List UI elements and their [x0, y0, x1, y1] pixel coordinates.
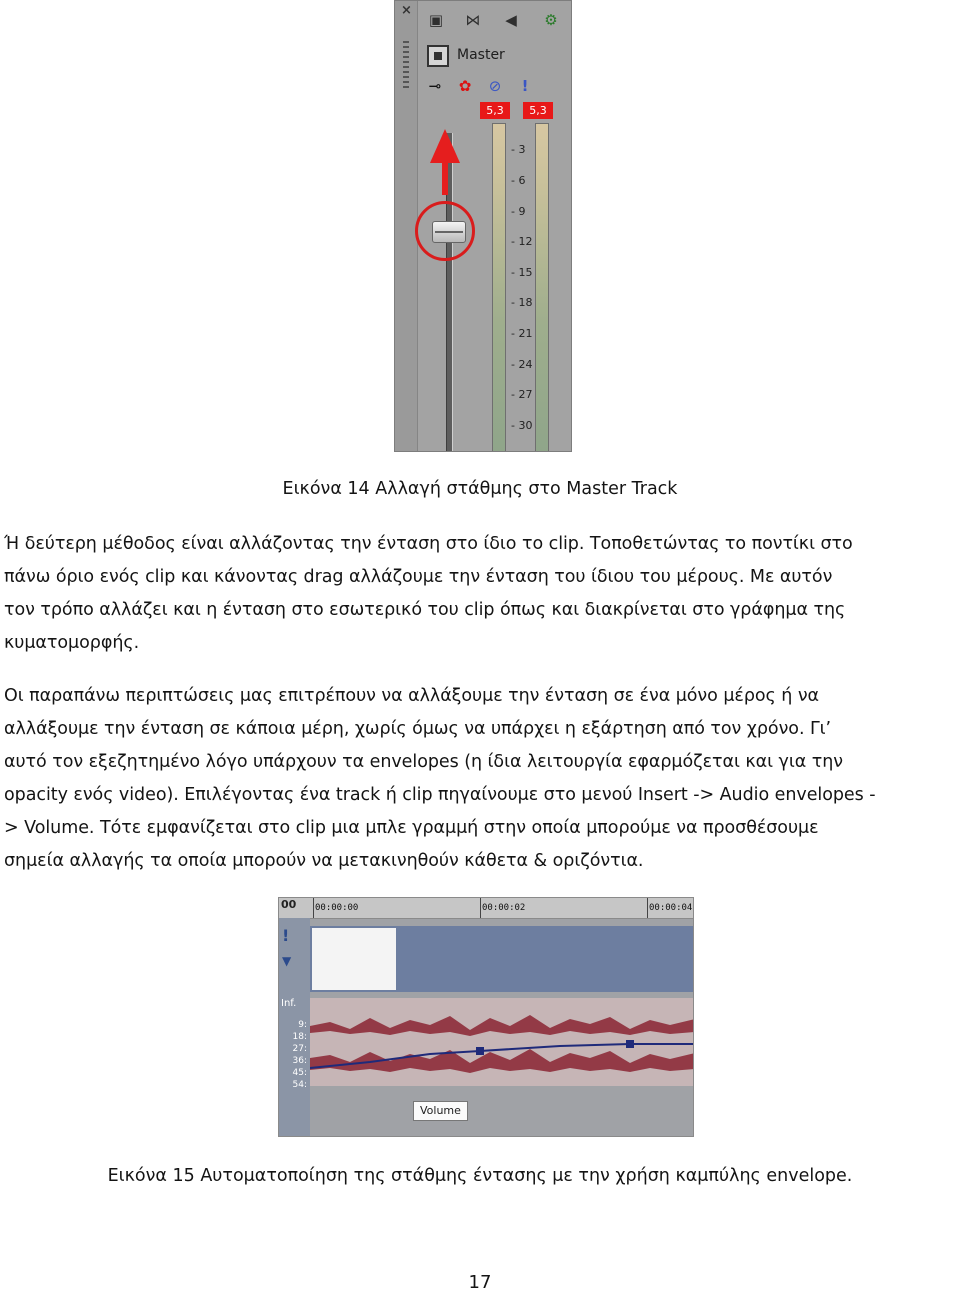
waveform-lower — [310, 1049, 694, 1073]
db-scale-label: 36: — [292, 1056, 307, 1066]
close-icon[interactable]: × — [401, 3, 412, 18]
text-line: opacity ενός video). Επιλέγοντας ένα track ή clip πηγαίνουμε στο μενού Insert -> Audio envelopes - — [4, 785, 876, 805]
arrow-down-icon[interactable]: ▼ — [282, 954, 292, 968]
timecode-label: 00:00:02 — [482, 903, 526, 913]
mute-icon[interactable]: ◀ — [505, 11, 517, 29]
meter-scale-label: - 24 — [511, 358, 533, 371]
meter-scale-label: - 12 — [511, 235, 533, 248]
mono-icon[interactable]: ⋈ — [465, 11, 481, 29]
page-number: 17 — [468, 1272, 492, 1293]
timecode-label: 00:00:00 — [315, 903, 359, 913]
up-arrow-annotation-icon — [430, 129, 460, 163]
bypass-icon[interactable]: ⊘ — [488, 77, 502, 95]
master-label: Master — [457, 47, 505, 63]
db-scale-label: 45: — [292, 1068, 307, 1078]
text-line: τον τρόπο αλλάζει και η ένταση στο εσωτερικό του clip όπως και διακρίνεται στο γράφημα της — [4, 600, 846, 620]
text-line: κυματομορφής. — [4, 633, 140, 653]
timecode-label: 00:00:04 — [649, 903, 693, 913]
meter-scale-label: - 18 — [511, 296, 533, 309]
figure-15-caption: Εικόνα 15 Αυτοματοποίηση της στάθμης έντασης με την χρήση καμπύλης envelope. — [107, 1166, 853, 1186]
audio-clip[interactable] — [310, 998, 693, 1086]
peak-meter-right[interactable]: 5,3 — [523, 102, 553, 119]
time-ruler[interactable] — [310, 898, 693, 919]
waveform-upper — [310, 1015, 694, 1036]
volume-fader-knob[interactable] — [432, 221, 466, 243]
video-thumbnail — [312, 928, 396, 990]
ruler-marker — [480, 898, 481, 918]
paragraph-clip-volume — [4, 528, 956, 660]
meter-scale-label: - 21 — [511, 327, 533, 340]
figure-14-caption: Εικόνα 14 Αλλαγή στάθμης στο Master Track — [282, 479, 678, 499]
insert-bus-icon[interactable]: ▣ — [428, 11, 444, 29]
peak-meter-left[interactable]: 5,3 — [480, 102, 510, 119]
db-scale-label: 18: — [292, 1032, 307, 1042]
envelope-point[interactable] — [476, 1047, 484, 1055]
ruler-marker — [313, 898, 314, 918]
text-line: σημεία αλλαγής τα οποία μπορούν να μετακινηθούν κάθετα & οριζόντια. — [4, 851, 644, 871]
meter-scale-label: - 30 — [511, 419, 533, 432]
level-meter-right — [535, 123, 549, 452]
master-track-icon — [427, 45, 449, 67]
master-mixer-panel — [394, 0, 572, 452]
text-line: Οι παραπάνω περιπτώσεις μας επιτρέπουν να αλλάξουμε την ένταση σε ένα μόνο μέρος ή να — [4, 686, 820, 706]
ruler-corner — [279, 898, 310, 918]
text-line: αυτό τον εξεζητημένο λόγο υπάρχουν τα envelopes (η ίδια λειτουργία εφαρμόζεται και για την — [4, 752, 843, 772]
meter-scale-label: - 15 — [511, 266, 533, 279]
db-scale-label: 54: — [292, 1080, 307, 1090]
text-line: Ή δεύτερη μέθοδος είναι αλλάζοντας την ένταση στο ίδιο το clip. Τοποθετώντας το ποντίκι στο — [4, 534, 853, 554]
waveform-and-envelope — [310, 998, 694, 1086]
drag-grip-icon[interactable] — [403, 41, 409, 89]
db-scale-label: 27: — [292, 1044, 307, 1054]
text-line: > Volume. Τότε εμφανίζεται στο clip μια μπλε γραμμή στην οποία μπορούμε να προσθέσουμε — [4, 818, 819, 838]
fx-icon[interactable]: ⚙ — [544, 11, 558, 29]
warning-icon: ! — [521, 77, 529, 95]
text-line: πάνω όριο ενός clip και κάνοντας drag αλλάζουμε την ένταση του ίδιου του μέρους. Με αυτόν — [4, 567, 833, 587]
db-scale-label: 9: — [298, 1020, 307, 1030]
record-arm-icon[interactable]: ✿ — [458, 77, 472, 95]
meter-scale-label: - 27 — [511, 388, 533, 401]
meter-scale-label: - 3 — [511, 143, 526, 156]
text-line: αλλάξουμε την ένταση σε κάποια μέρη, χωρίς όμως να υπάρχει η εξάρτηση από τον χρόνο. Γι’ — [4, 719, 832, 739]
envelope-point[interactable] — [626, 1040, 634, 1048]
ruler-marker — [647, 898, 648, 918]
paragraph-envelopes — [4, 680, 956, 878]
timeline-panel — [278, 897, 694, 1137]
warning-icon: ! — [282, 926, 290, 945]
up-arrow-shaft — [442, 161, 448, 195]
meter-scale-label: - 6 — [511, 174, 526, 187]
corner-label: 00 — [281, 898, 297, 911]
envelope-tooltip: Volume — [413, 1101, 468, 1121]
level-meter-left — [492, 123, 506, 452]
track-header-label: Inf. — [281, 998, 297, 1009]
routing-icon[interactable]: ⊸ — [428, 77, 442, 95]
meter-scale-label: - 9 — [511, 205, 526, 218]
